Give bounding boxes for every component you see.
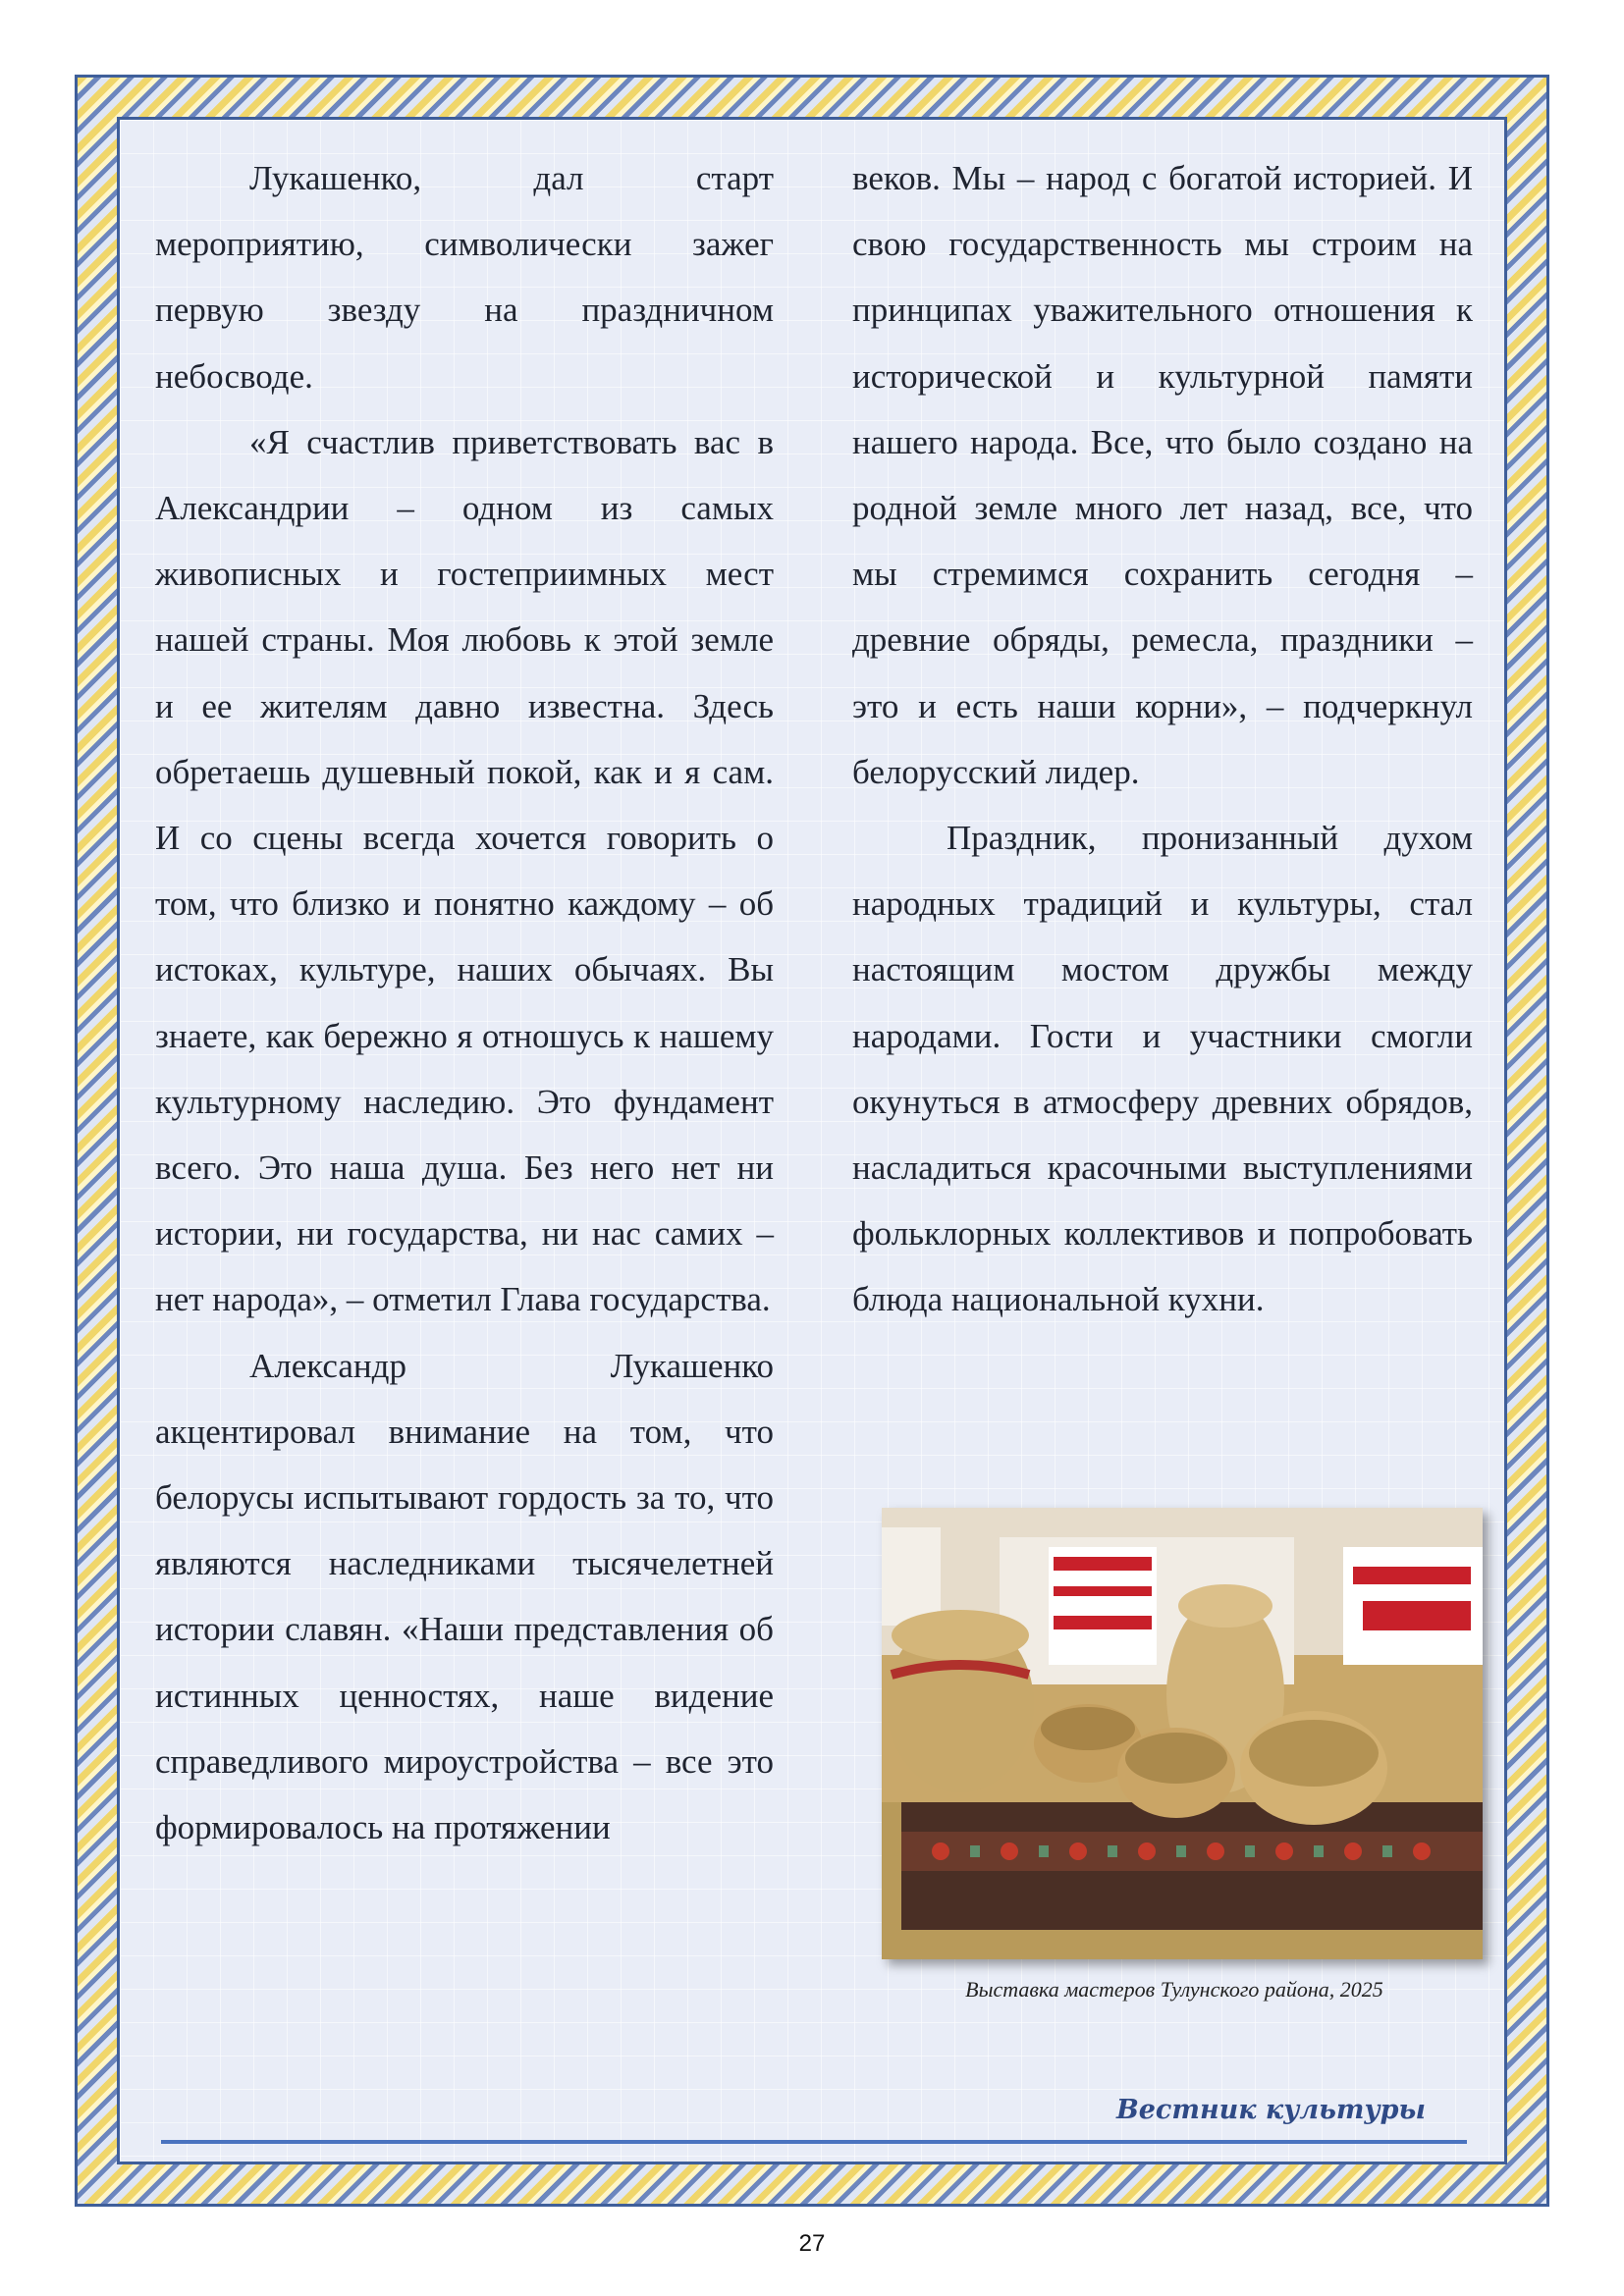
paragraph: «Я счастлив приветствовать вас в Александрии – одном из самых живописных и гостеприимных мест нашей страны. Моя любовь к этой земле и ее жителям давно известна. Здесь обретаешь душевный покой, как и я сам. И со сцены всегда хочется говорить о том, что близко и понятно каждому – об истоках, культуре, наших обычаях. Вы знаете, как бережно я отношусь к нашему культурному наследию. Это фундамент всего. Это наша душа. Без него нет ни истории, ни государства, ни нас самих – нет народа», – отметил Глава государства. bbox=[155, 422, 774, 1319]
paragraph: Праздник, пронизанный духом народных традиций и культуры, стал настоящим мостом дружбы между народами. Гости и участники смогли окунуться в атмосферу древних обрядов, насладиться красочными выступлениями фольклорных коллективов и попробовать блюда национальной кухни. bbox=[852, 819, 1473, 1319]
left-text-column bbox=[155, 145, 774, 1860]
right-text-column bbox=[852, 145, 1473, 1333]
paragraph: веков. Мы – народ с богатой историей. И свою государственность мы строим на принципах уважительного отношения к исторической и культурной памяти нашего народа. Все, что было создано на родной земле много лет назад, все, что мы стремимся сохранить сегодня – древние обряды, ремесла, праздники – это и есть наши корни», – подчеркнул белорусский лидер. bbox=[852, 159, 1473, 791]
magazine-title: Вестник культуры bbox=[1115, 2095, 1426, 2125]
page-number: 27 bbox=[798, 2230, 826, 2257]
paragraph: Александр Лукашенко акцентировал внимание на том, что белорусы испытывают гордость за то, что являются наследниками тысячелетней истории славян. «Наши представления об истинных ценностях, наше видение справедливого мироустройства – все это формировалось на протяжении bbox=[155, 1346, 774, 1847]
photo-caption: Выставка мастеров Тулунского района, 2025 bbox=[965, 1977, 1383, 2002]
paragraph: Лукашенко, дал старт мероприятию, символически зажег первую звезду на праздничном небосводе. bbox=[155, 159, 774, 396]
baskets-photo-illustration bbox=[882, 1508, 1483, 1959]
footer-divider bbox=[161, 2140, 1467, 2144]
exhibition-photo bbox=[882, 1508, 1483, 1959]
